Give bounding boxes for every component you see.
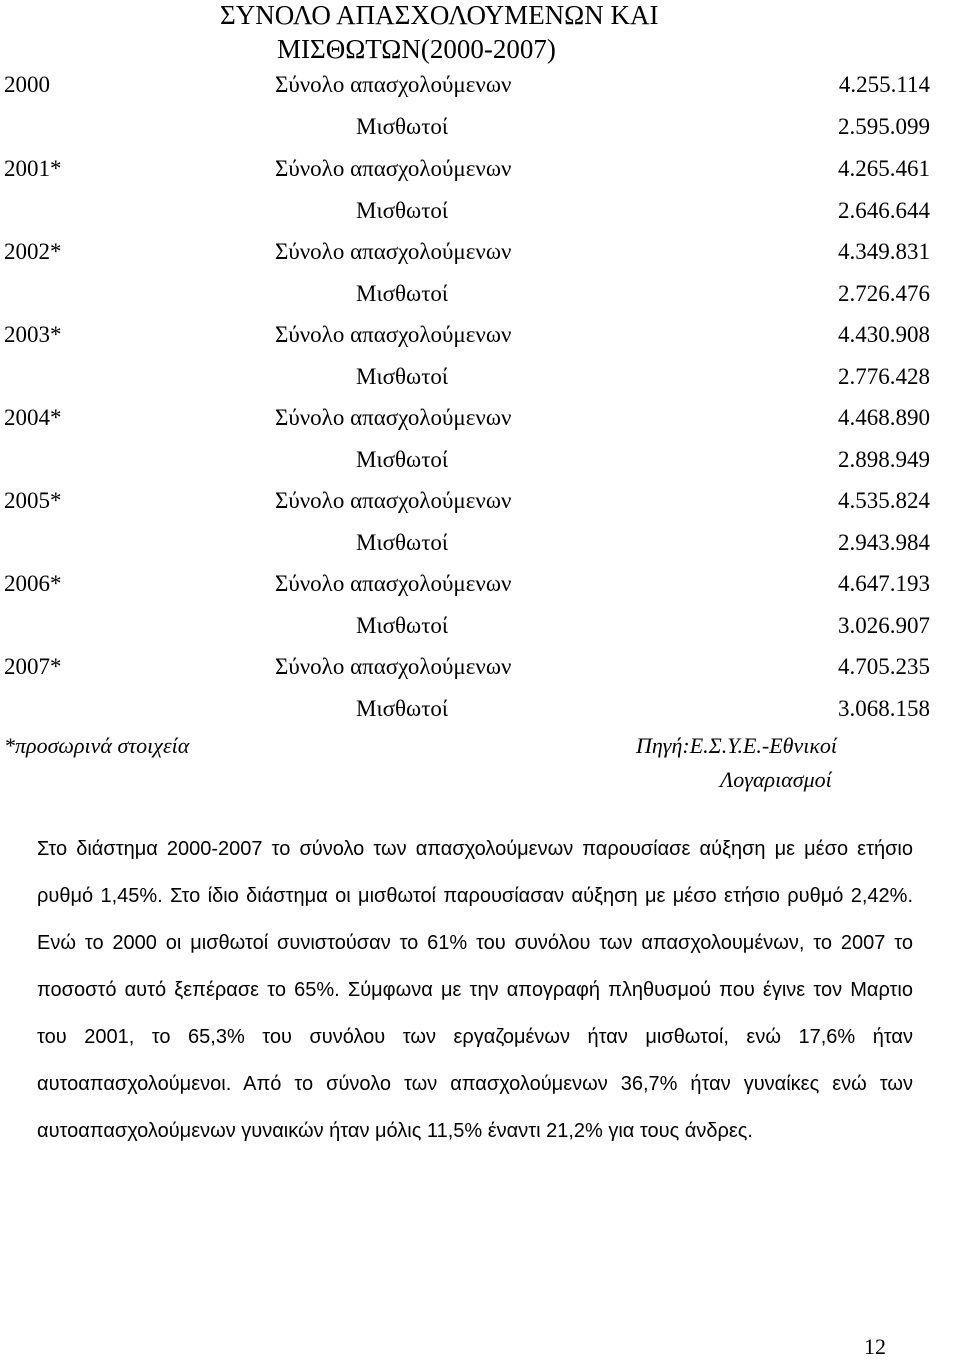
table-row-employees-2004 (0, 440, 960, 480)
row-employees-value: 2.776.428 (838, 364, 930, 389)
row-total-label: Σύνολο απασχολούμενων (275, 571, 512, 596)
row-total-label: Σύνολο απασχολούμενων (275, 405, 512, 430)
body-paragraph: Στο διάστημα 2000-2007 το σύνολο των απασχολούμενων παρουσίασε αύξηση με μέσο ετήσιο ρυθμό 1,45%. Στο ίδιο διάστημα οι μισθωτοί παρουσίασαν αύξηση με μέσο ετήσιο ρυθμό 2,42%. Ενώ το 2000 οι μισθωτοί συνιστούσαν το 61% του συνόλου των απασχολουμένων, το 2007 το ποσοστό αυτό ξεπέρασε το 65%. Σύμφωνα με την απογραφή πληθυσμού που έγινε τον Μαρτιο του 2001, το 65,3% του συνόλου των εργαζομένων ήταν μισθωτοί, ενώ 17,6% ήταν αυτοαπασχολούμενοι. Από το σύνολο των απασχολούμενων 36,7% ήταν γυναίκες ενώ των αυτοαπασχολούμενων γυναικών ήταν μόλις 11,5% έναντι 21,2% για τους άνδρες. (37, 838, 913, 1142)
row-employees-value: 2.943.984 (838, 530, 930, 555)
row-year: 2005* (4, 488, 62, 513)
table-row-employees-2007 (0, 689, 960, 729)
row-total-value: 4.647.193 (838, 571, 930, 596)
row-total-label: Σύνολο απασχολούμενων (275, 654, 512, 679)
row-employees-label: Μισθωτοί (356, 613, 449, 638)
source-line-2: Λογαριασμοί (720, 767, 832, 792)
table-row-total-2006 (0, 564, 960, 604)
footnote-provisional: *προσωρινά στοιχεία (4, 733, 190, 758)
row-employees-label: Μισθωτοί (356, 530, 449, 555)
row-total-value: 4.430.908 (838, 322, 930, 347)
row-year: 2006* (4, 571, 62, 596)
row-year: 2004* (4, 405, 62, 430)
row-total-value: 4.255.114 (838, 72, 930, 97)
table-row-employees-2003 (0, 357, 960, 397)
row-year: 2007* (4, 654, 62, 679)
table-row-total-2005 (0, 481, 960, 521)
row-employees-label: Μισθωτοί (356, 114, 449, 139)
table-row-employees-2005 (0, 523, 960, 563)
row-employees-value: 3.068.158 (838, 696, 930, 721)
row-employees-label: Μισθωτοί (356, 696, 449, 721)
table-row-employees-2000 (0, 107, 960, 147)
row-total-value: 4.468.890 (838, 405, 930, 430)
table-row-total-2002 (0, 232, 960, 272)
row-total-label: Σύνολο απασχολούμενων (275, 239, 512, 264)
table-row-total-2000 (0, 65, 960, 105)
row-employees-value: 2.898.949 (838, 447, 930, 472)
row-employees-label: Μισθωτοί (356, 198, 449, 223)
row-total-label: Σύνολο απασχολούμενων (275, 72, 512, 97)
page-number: 12 (864, 1334, 886, 1359)
row-total-value: 4.349.831 (838, 239, 930, 264)
table-row-employees-2002 (0, 274, 960, 314)
row-total-label: Σύνολο απασχολούμενων (275, 322, 512, 347)
table-row-employees-2006 (0, 606, 960, 646)
row-total-label: Σύνολο απασχολούμενων (275, 488, 512, 513)
row-employees-label: Μισθωτοί (356, 364, 449, 389)
row-year: 2002* (4, 239, 62, 264)
row-employees-value: 2.726.476 (838, 281, 930, 306)
table-row-employees-2001 (0, 191, 960, 231)
row-employees-value: 2.595.099 (838, 114, 930, 139)
row-employees-value: 3.026.907 (838, 613, 930, 638)
title-line-2: ΜΙΣΘΩΤΩΝ(2000-2007) (277, 34, 556, 64)
table-row-total-2003 (0, 315, 960, 355)
row-total-label: Σύνολο απασχολούμενων (275, 156, 512, 181)
row-employees-label: Μισθωτοί (356, 447, 449, 472)
row-total-value: 4.535.824 (838, 488, 930, 513)
row-employees-label: Μισθωτοί (356, 281, 449, 306)
row-year: 2001* (4, 156, 62, 181)
row-year: 2003* (4, 322, 62, 347)
title-line-1: ΣΥΝΟΛΟ ΑΠΑΣΧΟΛΟΥΜΕΝΩΝ ΚΑΙ (220, 0, 659, 30)
source-line-1: Πηγή:Ε.Σ.Υ.Ε.-Εθνικοί (636, 733, 838, 758)
table-row-total-2007 (0, 647, 960, 687)
table-row-total-2004 (0, 398, 960, 438)
row-total-value: 4.265.461 (838, 156, 930, 181)
row-total-value: 4.705.235 (838, 654, 930, 679)
row-employees-value: 2.646.644 (838, 198, 930, 223)
table-row-total-2001 (0, 149, 960, 189)
row-year: 2000 (4, 72, 50, 97)
